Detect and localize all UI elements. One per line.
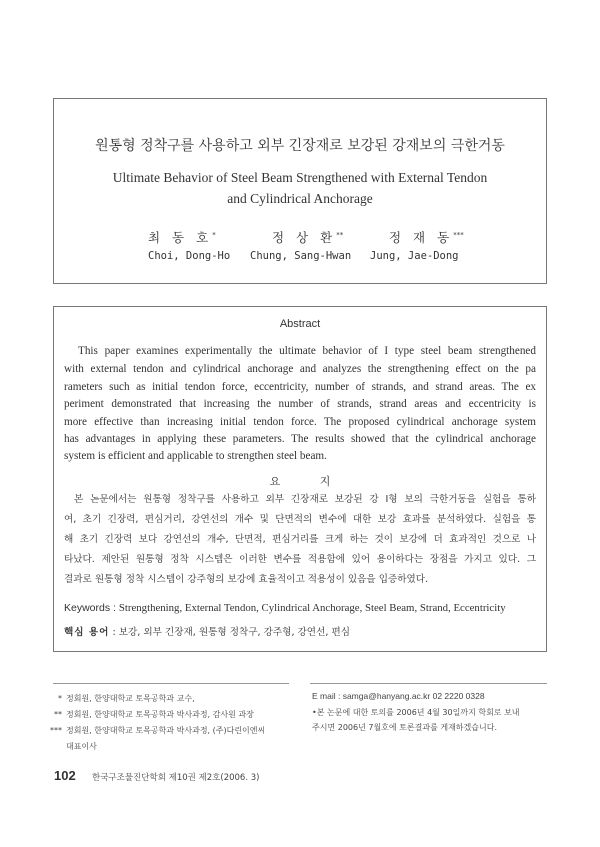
footnote-divider-right xyxy=(310,683,547,684)
summary-line: 본 논문에서는 원통형 정착구를 사용하고 외부 긴장재로 보강된 강 I형 보의 극한거동을 실험을 통하 xyxy=(74,494,536,505)
keywords-english: Keywords : Strengthening, External Tendon, Cylindrical Anchorage, Steel Beam, Strand, Eccentricity xyxy=(64,602,506,614)
journal-info: 한국구조물진단학회 제10권 제2호(2006. 3) xyxy=(92,773,260,783)
author-1-korean: 최 동 호* xyxy=(148,230,216,245)
summary-line: 결과로 원통형 정착 시스템이 강주형의 보강에 효율적이고 적용성이 있음을 입증하였다. xyxy=(64,574,429,585)
summary-line: 해 초기 긴장력 보다 강연선의 개수, 단면적, 편심거리를 크게 하는 것이 보강에 더 효과적인 것으로 나 xyxy=(64,534,536,545)
paper-title-korean: 원통형 정착구를 사용하고 외부 긴장재로 보강된 강재보의 극한거동 xyxy=(95,138,505,154)
keywords-label: Keywords xyxy=(64,602,111,614)
paper-title-english-line-1: Ultimate Behavior of Steel Beam Strengthened with External Tendon xyxy=(112,170,488,185)
discussion-notice-line: 주시면 2006년 7월호에 토론결과를 게재하겠습니다. xyxy=(312,723,497,732)
abstract-line: with external tendon and cylindrical anchorage and analyzes the strengthening effect on the pa xyxy=(64,363,536,375)
footnote: ** 정회원, 한양대학교 토목공학과 박사과정, 감사원 과장 xyxy=(54,710,254,719)
author-3-english: Jung, Jae-Dong xyxy=(370,250,459,262)
footnote: 대표이사 xyxy=(66,742,97,751)
footnote: * 정회원, 한양대학교 토목공학과 교수, xyxy=(58,694,195,703)
abstract-line: rameters such as initial tendon force, eccentricity, number of strands, and strand areas. The ex xyxy=(64,381,536,393)
keywords-value: Strengthening, External Tendon, Cylindrical Anchorage, Steel Beam, Strand, Eccentricity xyxy=(118,602,506,614)
page-number: 102 xyxy=(54,768,76,783)
abstract-line: more effective than increasing initial tendon force. The proposed cylindrical anchorage system xyxy=(64,416,536,428)
summary-line: 타났다. 제안된 원통형 정착 시스템은 이러한 변수를 적용함에 있어 용이하다는 장점을 가지고 있다. 그 xyxy=(64,554,536,565)
abstract-line: system is efficient and applicable to strengthen steel beam. xyxy=(64,450,327,462)
abstract-line: has advantages in applying these parameters. The results showed that the cylindrical anchorage xyxy=(64,433,536,445)
keywords-ko-label: 핵심 용어 xyxy=(64,627,110,638)
author-2-korean: 정 상 환** xyxy=(272,230,344,245)
paper-title-english-line-2: and Cylindrical Anchorage xyxy=(227,191,373,206)
footnote-divider-left xyxy=(53,683,289,684)
discussion-notice-line: •본 논문에 대한 토의를 2006년 4월 30일까지 학회로 보내 xyxy=(312,708,520,717)
abstract-line: This paper examines experimentally the ultimate behavior of I type steel beam strengthened xyxy=(78,345,536,357)
abstract-heading: Abstract xyxy=(279,318,321,330)
footnote: *** 정회원, 한양대학교 토목공학과 박사과정, (주)다린이엔씨 xyxy=(50,726,266,735)
author-2-english: Chung, Sang-Hwan xyxy=(250,250,352,262)
contact-info: E mail : samga@hanyang.ac.kr 02 2220 0328 xyxy=(312,691,485,701)
keywords-korean: 핵심 용어 : 보강, 외부 긴장재, 원통형 정착구, 강주형, 강연선, 편심 xyxy=(64,627,350,638)
author-1-english: Choi, Dong-Ho xyxy=(148,250,231,262)
author-3-korean: 정 재 동*** xyxy=(389,230,464,245)
summary-line: 여, 초기 긴장력, 편심거리, 강연선의 개수 및 단면적의 변수에 대한 보강 효과를 분석하였다. 실험을 통 xyxy=(64,514,536,525)
summary-heading: 요 지 xyxy=(269,475,349,488)
keywords-ko-value: 보강, 외부 긴장재, 원통형 정착구, 강주형, 강연선, 편심 xyxy=(118,627,350,638)
abstract-line: periment demonstrated that increasing the number of strands, strand areas and eccentricity is xyxy=(64,398,536,410)
